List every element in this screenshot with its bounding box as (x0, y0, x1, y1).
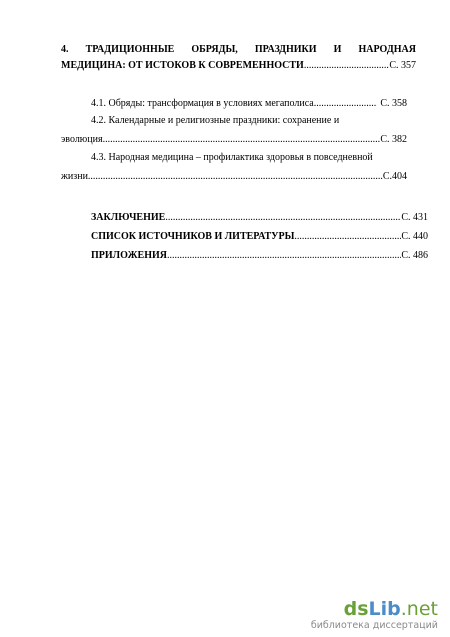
toc-entry-4-3-line2 (61, 171, 407, 183)
section-4-page: С. 357 (389, 60, 416, 71)
toc-entry-title: 4.1. Обряды: трансформация в условиях мегаполиса (91, 98, 314, 109)
toc-entry-4-1 (91, 98, 407, 110)
toc-entry-4-2-line2 (61, 134, 407, 146)
toc-entry-sources (91, 231, 428, 243)
toc-entry-4-2-line1: 4.2. Календарные и религиозные праздники: сохранение и (91, 115, 340, 126)
dot-leader (103, 134, 381, 146)
section-4-heading-line1 (61, 44, 416, 56)
toc-entry-page: С. 440 (401, 231, 428, 242)
toc-entry-page: С. 486 (401, 250, 428, 261)
dot-leader (294, 231, 401, 243)
toc-entry-appendix (91, 250, 428, 262)
section-4-heading-line2 (61, 60, 416, 72)
heading-word: ТРАДИЦИОННЫЕ (85, 44, 175, 55)
toc-entry-page: С. 382 (380, 134, 407, 145)
toc-entry-title: ПРИЛОЖЕНИЯ (91, 250, 167, 261)
dslib-subtitle: библиотека диссертаций (310, 620, 438, 631)
dot-leader (304, 60, 390, 72)
dot-leader (88, 171, 383, 183)
heading-word: НАРОДНАЯ (358, 44, 416, 55)
toc-entry-title: СПИСОК ИСТОЧНИКОВ И ЛИТЕРАТУРЫ (91, 231, 295, 242)
toc-entry-page: С. 431 (401, 212, 428, 223)
toc-entry-page: С. 358 (380, 98, 407, 109)
section-4-title: МЕДИЦИНА: ОТ ИСТОКОВ К СОВРЕМЕННОСТИ (61, 60, 304, 71)
dot-leader (167, 250, 401, 262)
toc-entry-page: С.404 (382, 171, 407, 182)
toc-entry-title: эволюция (61, 134, 103, 145)
dslib-watermark (311, 599, 438, 631)
heading-word: 4. (61, 44, 69, 55)
heading-word: ПРАЗДНИКИ (254, 44, 317, 55)
toc-entry-conclusion (91, 212, 428, 224)
heading-word: И (333, 44, 342, 55)
dslib-logo: dsLib.net (343, 598, 438, 620)
dot-leader (314, 98, 378, 110)
toc-entry-4-3-line1: 4.3. Народная медицина – профилактика здоровья в повседневной (91, 152, 373, 163)
toc-entry-title: жизни (61, 171, 88, 182)
dot-leader (165, 212, 401, 224)
heading-word: ОБРЯДЫ, (191, 44, 238, 55)
toc-entry-title: ЗАКЛЮЧЕНИЕ (91, 212, 166, 223)
